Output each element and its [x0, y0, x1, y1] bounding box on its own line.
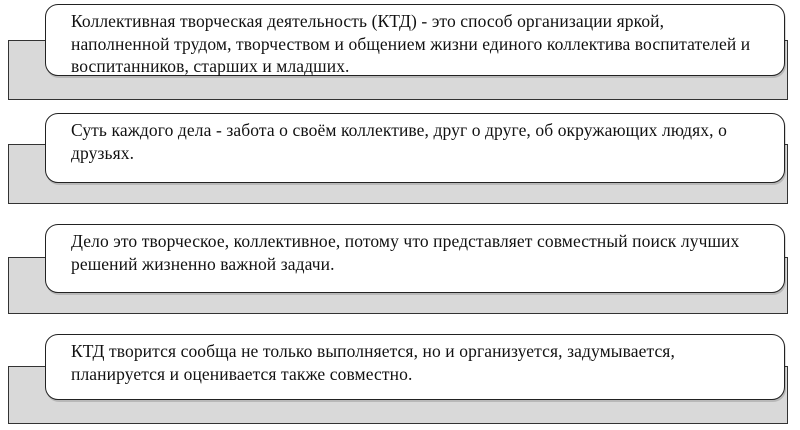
- card-text-4: КТД творится сообща не только выполняется, но и организуется, задумывается, планируется и оценивается также совместно.: [71, 341, 675, 384]
- text-card-4: [45, 334, 785, 400]
- card-text-2: Суть каждого дела - забота о своём коллективе, друг о друге, об окружающих людях, о друзьях.: [71, 120, 727, 163]
- text-card-3: [45, 224, 785, 293]
- text-card-2: [45, 113, 785, 183]
- card-text-1: Коллективная творческая деятельность (КТД) - это способ организации яркой, наполненной трудом, творчеством и общением жизни единого коллектива воспитателей и воспитанников, старших и младших.: [71, 11, 751, 76]
- card-text-3: Дело это творческое, коллективное, потому что представляет совместный поиск лучших решений жизненно важной задачи.: [71, 231, 740, 274]
